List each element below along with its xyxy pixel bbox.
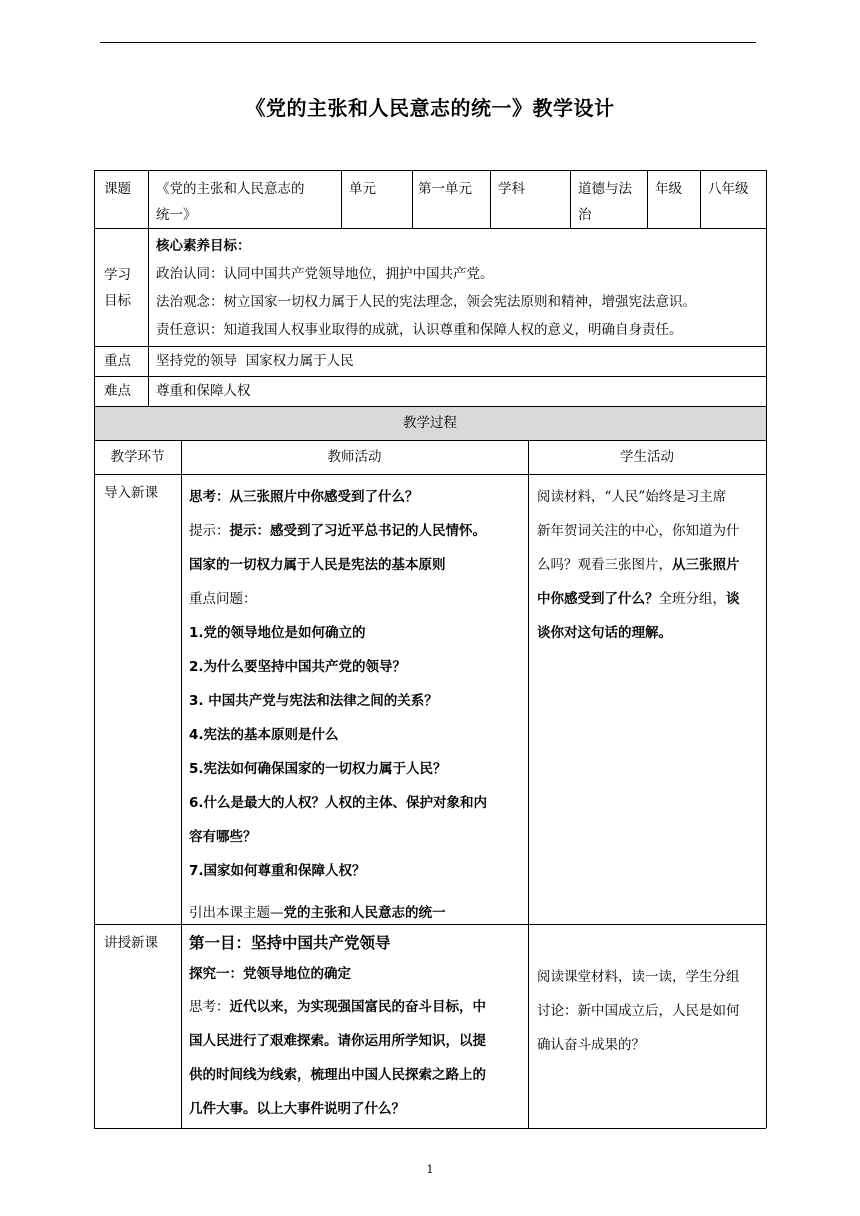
grid-line	[490, 170, 491, 228]
difficult-point-value: 尊重和保障人权	[156, 383, 251, 399]
intro-principle: 国家的一切权力属于人民是宪法的基本原则	[189, 557, 446, 573]
grid-line	[94, 440, 766, 441]
lecture-think-line: 几件大事。以上大事件说明了什么？	[189, 1101, 405, 1117]
intro-question: 1.党的领导地位是如何确立的	[189, 625, 366, 641]
objective-item: 法治观念：树立国家一切权力属于人民的宪法理念，领会宪法原则和精神，增强宪法意识。	[156, 294, 696, 310]
lecture-student-activity	[537, 960, 740, 1062]
unit-label: 单元	[349, 181, 376, 197]
intro-student-seg: 全班分组，	[658, 591, 726, 607]
lecture-think-line: 近代以来，为实现强国富民的奋斗目标，中	[229, 999, 486, 1015]
lecture-stage: 讲授新课	[104, 935, 158, 951]
col-header-stage: 教学环节	[110, 449, 165, 465]
intro-student-activity	[537, 480, 740, 650]
intro-stage: 导入新课	[104, 485, 158, 501]
lecture-think-line: 国人民进行了艰难探索。请你运用所学知识，以提	[189, 1033, 486, 1049]
topic-value	[156, 176, 305, 228]
lecture-student-line: 讨论：新中国成立后，人民是如何	[537, 1003, 740, 1019]
intro-question: 2.为什么要坚持中国共产党的领导？	[189, 659, 407, 675]
grid-line	[94, 406, 766, 407]
header-rule	[100, 42, 756, 43]
unit-value: 第一单元	[418, 181, 472, 197]
process-title: 教学过程	[403, 415, 457, 431]
subject-value-line: 治	[578, 207, 592, 223]
intro-student-line: 谈你对这句话的理解。	[537, 625, 672, 641]
subject-value-line: 道德与法	[578, 181, 632, 197]
col-header-teacher: 教师活动	[327, 449, 382, 465]
grid-line	[94, 474, 766, 475]
grid-line	[94, 1128, 766, 1129]
lecture-section-title: 第一目：坚持中国共产党领导	[189, 934, 391, 952]
topic-label: 课题	[104, 181, 131, 197]
grid-line	[94, 170, 95, 1128]
grade-label: 年级	[655, 181, 682, 197]
intro-question: 容有哪些？	[189, 829, 257, 845]
grade-value: 八年级	[708, 181, 749, 197]
intro-hint-prefix: 提示：	[189, 523, 230, 539]
grid-line	[94, 346, 766, 347]
grid-line	[148, 170, 149, 406]
intro-teacher-activity	[189, 480, 487, 888]
grid-line	[94, 376, 766, 377]
subject-label: 学科	[498, 181, 525, 197]
page-number: 1	[426, 1163, 434, 1176]
intro-student-seg: 么吗？观看三张图片，	[537, 557, 672, 573]
intro-lead-topic: 党的主张和人民意志的统一	[283, 905, 446, 921]
grid-line	[94, 228, 766, 229]
intro-key-questions-label: 重点问题：	[189, 591, 257, 607]
col-header-student: 学生活动	[620, 449, 674, 465]
grid-line	[570, 170, 571, 228]
key-point-value: 坚持党的领导 国家权力属于人民	[156, 353, 354, 369]
lecture-think-line: 供的时间线为线索，梳理出中国人民探索之路上的	[189, 1067, 486, 1083]
lecture-teacher-activity	[189, 928, 486, 1126]
grid-line	[181, 440, 182, 1128]
intro-student-line: 新年贺词关注的中心，你知道为什	[537, 523, 740, 539]
grid-line	[412, 170, 413, 228]
subject-value	[578, 176, 632, 228]
intro-question: 5.宪法如何确保国家的一切权力属于人民？	[189, 761, 447, 777]
objectives-content	[156, 232, 696, 344]
intro-question: 4.宪法的基本原则是什么	[189, 727, 339, 743]
grid-line	[94, 170, 766, 171]
intro-question: 6.什么是最大的人权？人权的主体、保护对象和内	[189, 795, 488, 811]
objectives-label-line: 目标	[104, 293, 131, 309]
objectives-heading: 核心素养目标：	[156, 238, 251, 254]
lecture-think-prefix: 思考：	[189, 999, 230, 1015]
intro-student-seg: 谈	[726, 591, 740, 607]
intro-think: 思考：从三张照片中你感受到了什么？	[189, 489, 419, 505]
document-title: 《党的主张和人民意志的统一》教学设计	[245, 96, 615, 120]
intro-student-line: 阅读材料，“人民”始终是习主席	[537, 489, 727, 505]
intro-student-seg: 中你感受到了什么？	[537, 591, 659, 607]
objective-item: 责任意识：知道我国人权事业取得的成就，认识尊重和保障人权的意义，明确自身责任。	[156, 322, 683, 338]
lecture-explore-title: 探究一：党领导地位的确定	[189, 966, 351, 982]
intro-hint-text: 提示：感受到了习近平总书记的人民情怀。	[229, 523, 486, 539]
intro-question: 3. 中国共产党与宪法和法律之间的关系？	[189, 693, 438, 709]
topic-value-line: 统一》	[156, 207, 197, 223]
grid-line	[766, 170, 767, 1128]
intro-question: 7.国家如何尊重和保障人权？	[189, 863, 366, 879]
intro-lead	[189, 900, 446, 926]
grid-line	[647, 170, 648, 228]
intro-student-seg: 从三张照片	[672, 557, 740, 573]
objective-item: 政治认同：认同中国共产党领导地位，拥护中国共产党。	[156, 266, 494, 282]
lecture-student-line: 确认奋斗成果的？	[537, 1037, 645, 1053]
lecture-student-line: 阅读课堂材料，读一读，学生分组	[537, 969, 740, 985]
grid-line	[341, 170, 342, 228]
intro-lead-prefix: 引出本课主题—	[189, 905, 284, 921]
grid-line	[528, 440, 529, 1128]
intro-hint	[189, 514, 487, 548]
grid-line	[700, 170, 701, 228]
topic-value-line: 《党的主张和人民意志的	[156, 181, 305, 197]
objectives-label	[104, 262, 131, 314]
key-point-label: 重点	[104, 353, 131, 369]
objectives-label-line: 学习	[104, 267, 131, 283]
difficult-point-label: 难点	[104, 383, 131, 399]
